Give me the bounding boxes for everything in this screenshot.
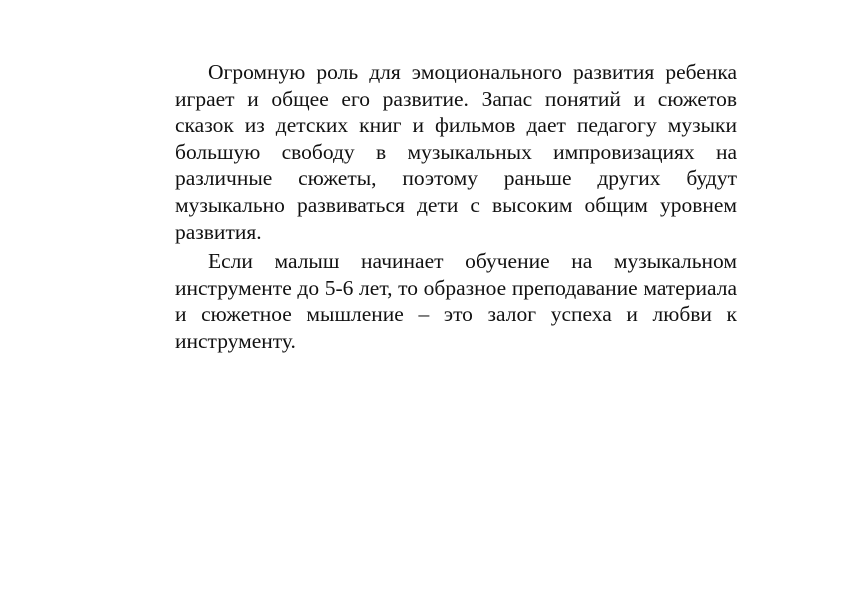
body-text (175, 59, 737, 355)
paragraph-2: Если малыш начинает обучение на музыкальном инструменте до 5-6 лет, то образное преподавание материала и сюжетное мышление – это залог успеха и любви к инструменту. (175, 249, 737, 353)
paragraph-1: Огромную роль для эмоционального развития ребенка играет и общее его развитие. Запас понятий и сюжетов сказок из детских книг и фильмов дает педагогу музыки большую свободу в музыкальных импровизациях на различные сюжеты, поэтому раньше других будут музыкально развиваться дети с высоким общим уровнем развития. (175, 60, 737, 244)
